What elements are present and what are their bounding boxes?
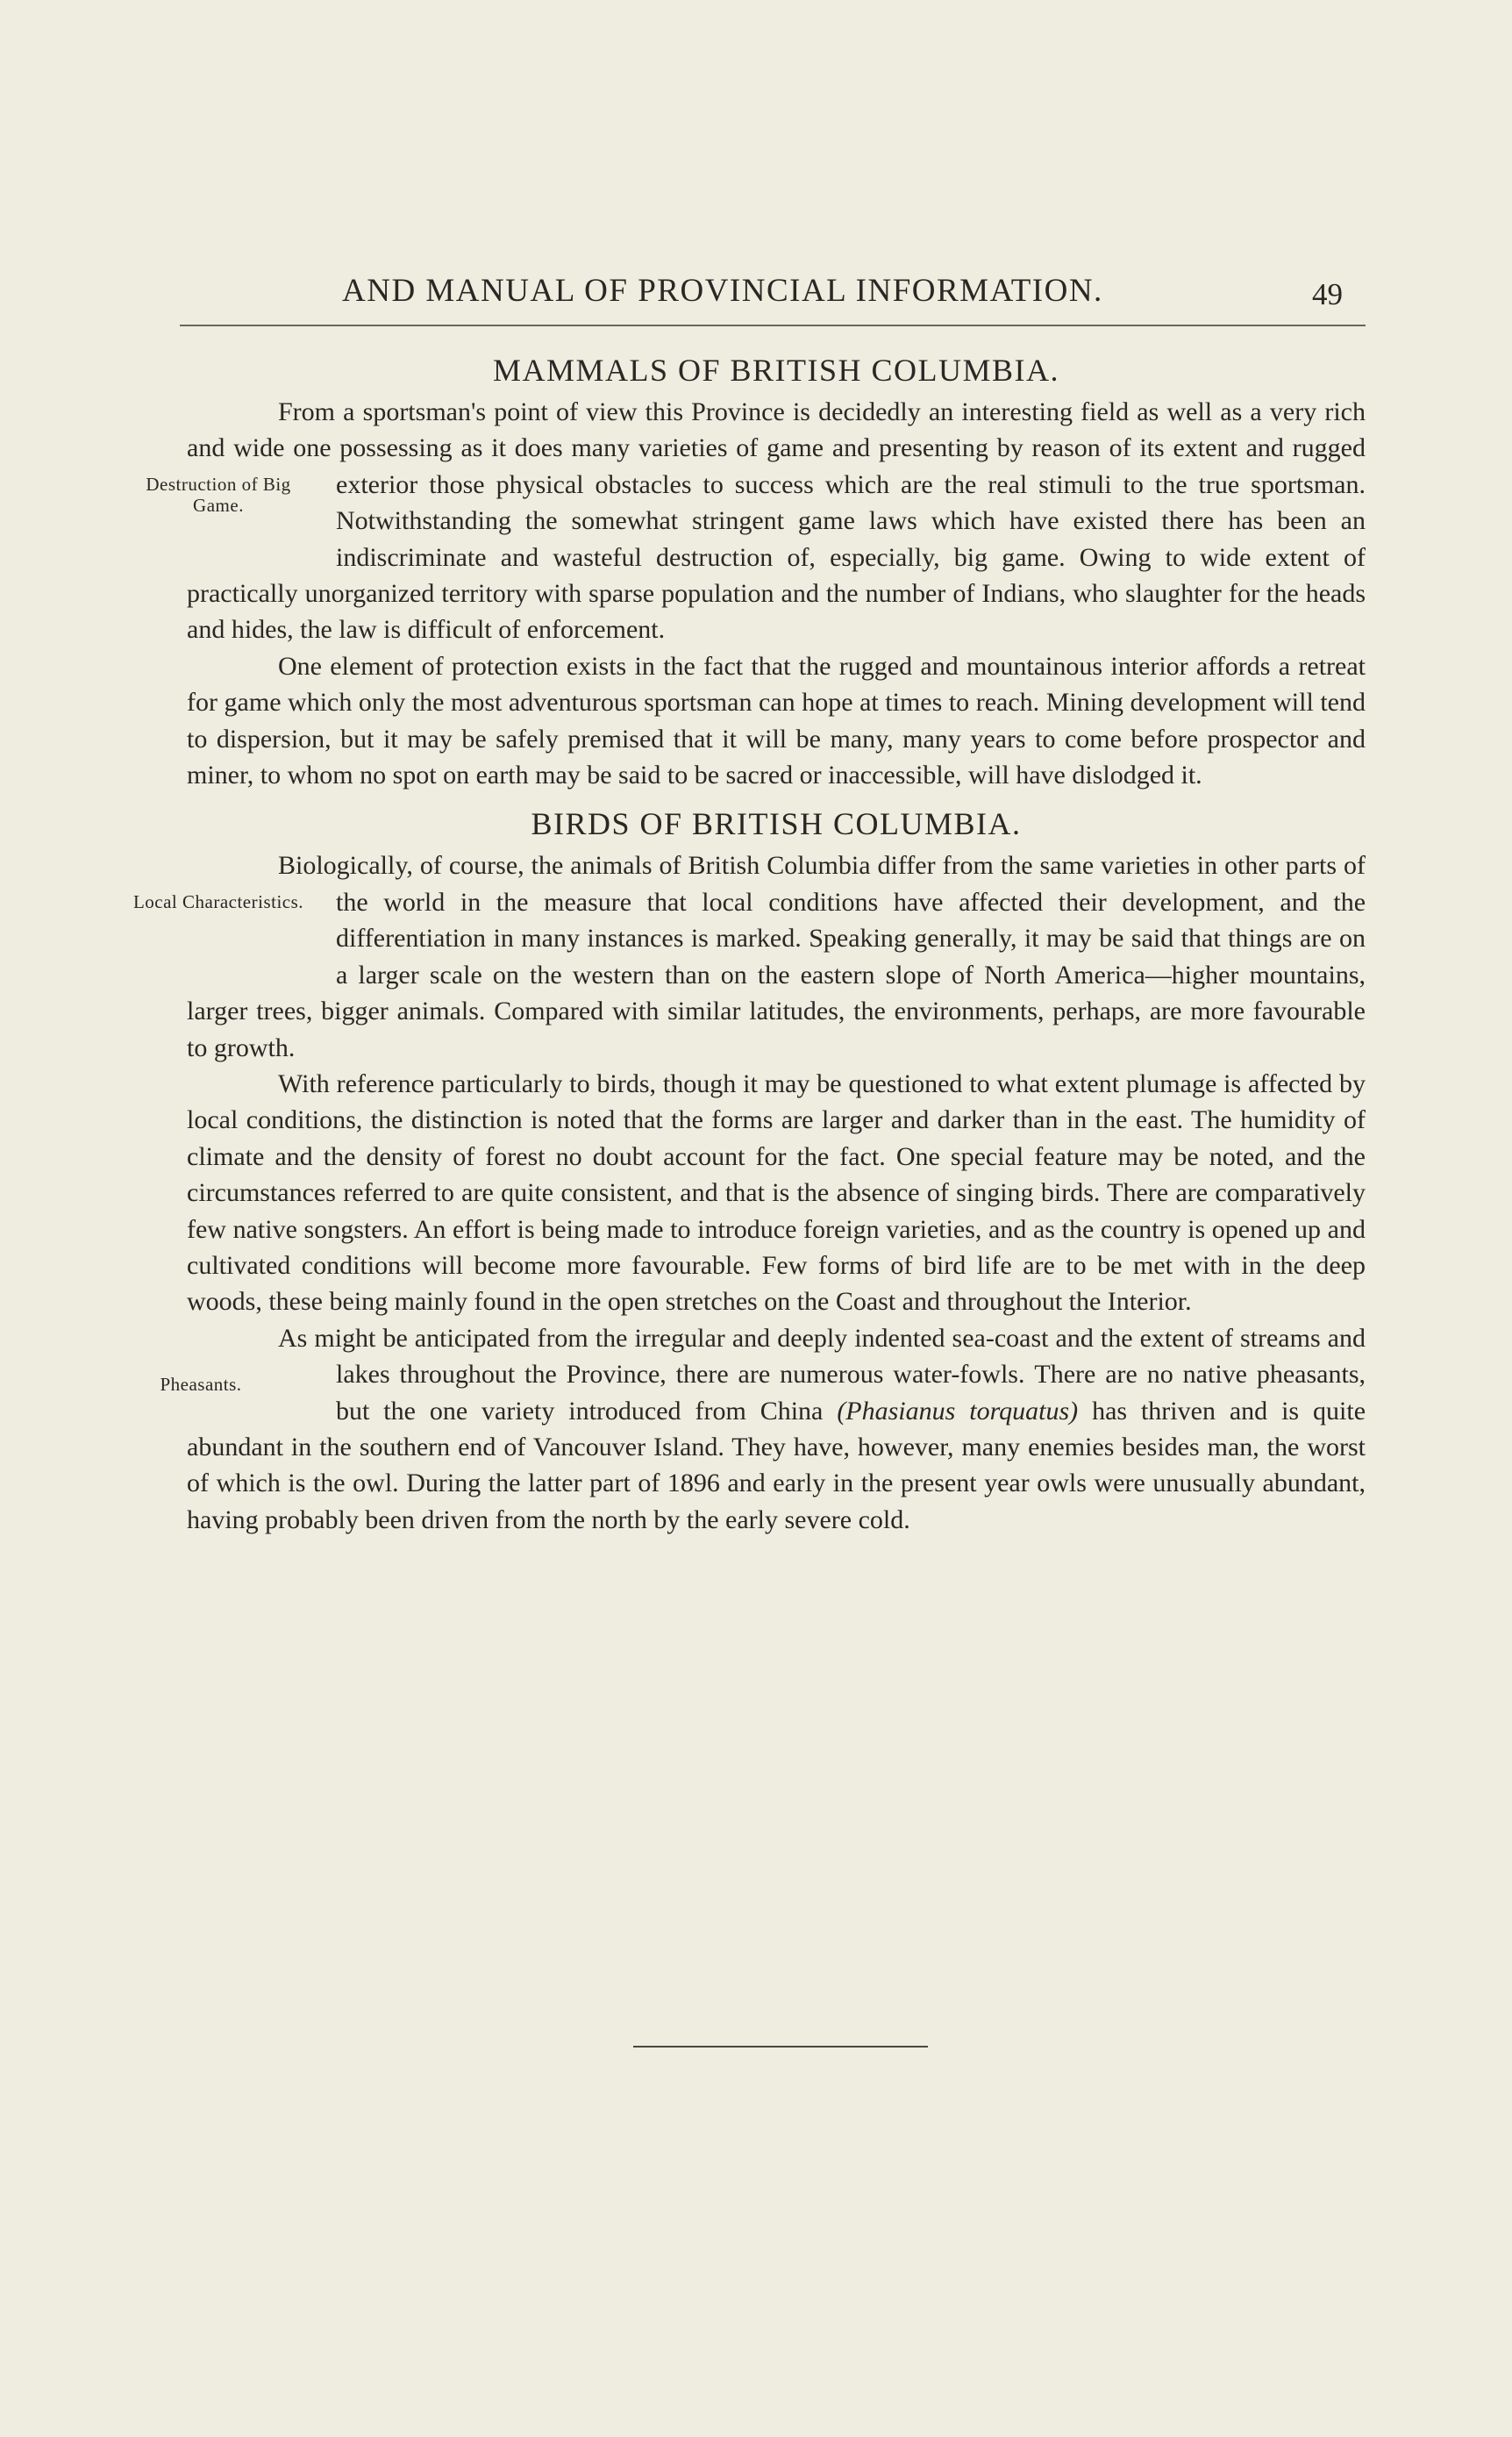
sidenote-local-characteristics [96, 884, 331, 965]
paragraph-text: stimuli to the true sportsman. Notwithstanding the somewhat stringent game laws which have existed there has been an indiscriminate and wasteful destruction of, especially, big game. Owing to wide extent of practically unorganized territory with sparse population and the number of Indians, who slaughter for the heads and hides, the law is difficult of enforcement. [187, 469, 1366, 645]
paragraph-text: As might be anticipated from the irregular and deeply indented sea-coast and the extent of streams and lakes throughout the Province, there are numerous water-fowls. [278, 1323, 1366, 1390]
paragraph-text: has thriven and is quite abundant in the southern end of Vancouver Island. They have, however, many enemies besides man, the worst of which is the owl. During the latter part of 1896 and early in the present year owls were unusually abundant, having probably been driven from the north by the early severe cold. [187, 1396, 1366, 1534]
paragraph [132, 847, 1366, 1065]
end-rule [633, 2046, 928, 2048]
paragraph: With reference particularly to birds, though it may be questioned to what extent plumage is affected by local conditions, the distinction is noted that the forms are larger and darker than in the east. The humidity of climate and the density of forest no doubt account for the fact. One special feature may be noted, and the circumstances referred to are quite consistent, and that is the absence of singing birds. There are comparatively few native songsters. An effort is being made to introduce foreign varieties, and as the country is opened up and cultivated conditions will become more favourable. Few forms of bird life are to be met with in the deep woods, these being mainly found in the open stretches on the Coast and throughout the Interior. [187, 1068, 1366, 1317]
section-heading-birds: BIRDS OF BRITISH COLUMBIA. [531, 806, 1022, 842]
sidenote-text: Pheasants. [160, 1374, 242, 1396]
sidenote-text: Local Characteristics. [132, 890, 304, 912]
sidenote-pheasants [96, 1356, 331, 1428]
paragraph-text: From a sportsman's point of view this Province is decidedly an interesting field as well as a very rich and wide one possessing as it does many varieties of game and presenting by reason of its extent and rugged exterior those physical obstacles to success which are the real [187, 397, 1366, 499]
paragraph [160, 1320, 1366, 1538]
body-text [132, 347, 1366, 1538]
section-heading-mammals: MAMMALS OF BRITISH COLUMBIA. [492, 353, 1060, 388]
page-header [180, 265, 1366, 326]
species-name: (Phasianus torquatus) [837, 1396, 1079, 1426]
sidenote-text: Destruction of Big Game. [146, 473, 291, 516]
paragraph [146, 394, 1366, 648]
page-number: 49 [1312, 277, 1343, 311]
paragraph: One element of protection exists in the fact that the rugged and mountainous interior affords a retreat for game which only the most adventurous sportsman can hope at times to reach. Mining development will tend to dispersion, but it may be safely premised that it will be many, many years to come before prospector and miner, to whom no spot on earth may be said to be sacred or inaccessible, will have dislodged it. [187, 651, 1366, 790]
paragraph-text: Biologically, of course, the animals of British Columbia differ from the same varieties in other parts of the world in the measure that local conditions have [278, 851, 1366, 917]
paragraph-text: affected their development, and the differentiation in many instances is marked. Speaking generally, it may be said that things are on a larger scale on the western than on the eastern slope of North America—higher mountains, larger trees, bigger animals. Compared with similar latitudes, the environments, perhaps, are more favourable to growth. [187, 887, 1366, 1062]
sidenote-destruction-of-big-game [96, 467, 331, 547]
running-head: AND MANUAL OF PROVINCIAL INFORMATION. [342, 273, 1103, 309]
paragraph-text: There are no native pheasants, but the one variety introduced from China [336, 1360, 1366, 1426]
